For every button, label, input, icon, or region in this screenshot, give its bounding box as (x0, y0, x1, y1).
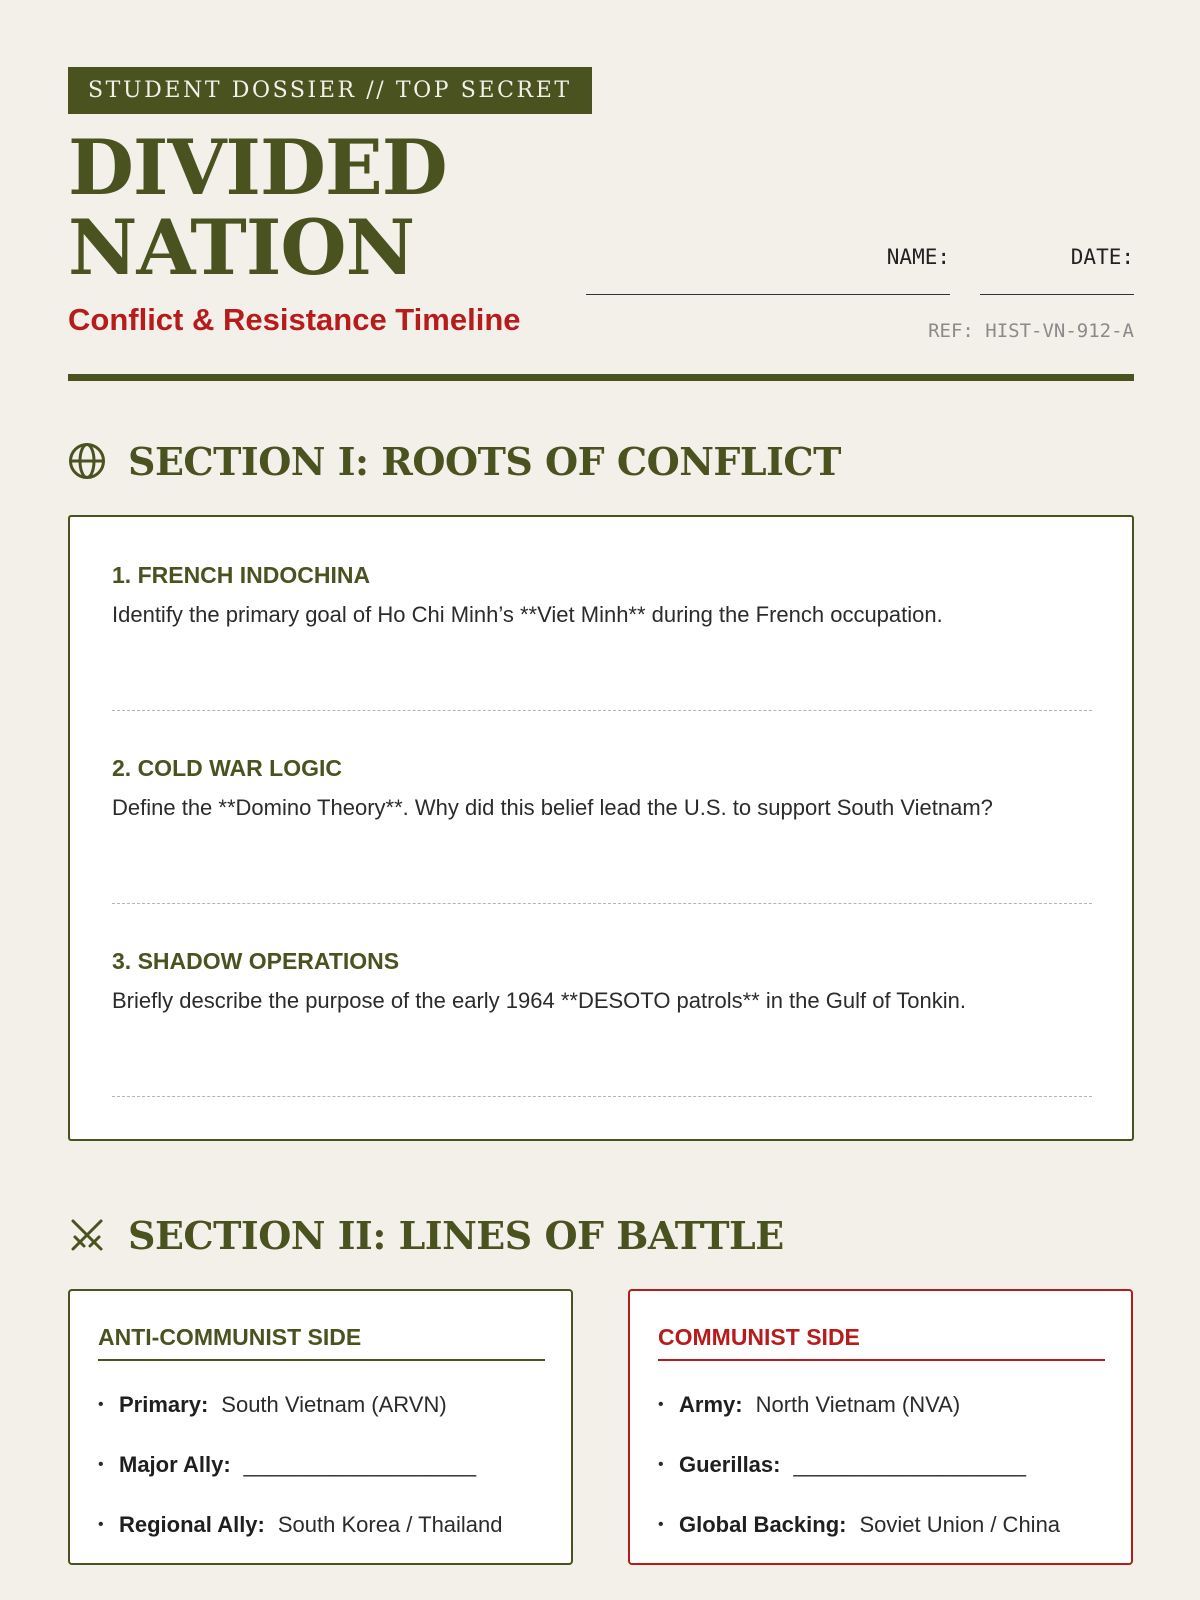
list-item (98, 1387, 503, 1447)
worksheet-page (68, 0, 1134, 1600)
list-item (658, 1447, 1060, 1507)
bullet-icon: • (98, 1456, 104, 1473)
title-line-2: NATION (68, 203, 415, 292)
name-field[interactable] (586, 244, 950, 295)
section-1-header (68, 437, 841, 485)
list-item (658, 1507, 1060, 1567)
date-line[interactable] (980, 294, 1134, 295)
question-1 (112, 561, 1092, 629)
crossed-swords-icon (68, 1216, 106, 1254)
date-field[interactable] (980, 244, 1134, 295)
list-item (98, 1447, 503, 1507)
section-1-title: SECTION I: ROOTS OF CONFLICT (128, 438, 841, 484)
list-item (658, 1387, 1060, 1447)
reference-code: REF: HIST-VN-912-A (928, 320, 1134, 342)
anti-communist-title: ANTI-COMMUNIST SIDE (98, 1321, 545, 1361)
question-2 (112, 754, 1092, 822)
item-label: Primary: (119, 1392, 209, 1417)
list-item (98, 1507, 503, 1567)
item-label: Army: (679, 1392, 743, 1417)
item-value: South Vietnam (ARVN) (221, 1392, 447, 1417)
questions-box (68, 515, 1134, 1141)
bullet-icon: • (658, 1456, 664, 1473)
item-label: Major Ally: (119, 1452, 231, 1477)
name-label: NAME: (886, 245, 950, 269)
anti-communist-list (98, 1387, 503, 1567)
item-value: South Korea / Thailand (277, 1512, 503, 1537)
question-3-text: Briefly describe the purpose of the early 1964 **DESOTO patrols** in the Gulf of Tonkin. (112, 988, 966, 1013)
question-3 (112, 947, 1092, 1015)
name-line[interactable] (586, 294, 950, 295)
page-title (68, 123, 447, 292)
date-label: DATE: (1070, 245, 1134, 269)
question-3-heading: 3. SHADOW OPERATIONS (112, 948, 400, 974)
globe-icon (68, 442, 106, 480)
communist-card (628, 1289, 1133, 1565)
bullet-icon: • (98, 1516, 104, 1533)
page-subtitle: Conflict & Resistance Timeline (68, 302, 521, 337)
dossier-tag: STUDENT DOSSIER // TOP SECRET (68, 67, 592, 114)
item-value: Soviet Union / China (859, 1512, 1061, 1537)
item-label: Global Backing: (679, 1512, 847, 1537)
header-divider (68, 374, 1134, 381)
communist-title: COMMUNIST SIDE (658, 1321, 1105, 1361)
question-1-text: Identify the primary goal of Ho Chi Minh’s **Viet Minh** during the French occupation. (112, 602, 943, 627)
question-2-text: Define the **Domino Theory**. Why did this belief lead the U.S. to support South Vietnam? (112, 795, 993, 820)
item-label: Guerillas: (679, 1452, 781, 1477)
item-label: Regional Ally: (119, 1512, 265, 1537)
bullet-icon: • (658, 1396, 664, 1413)
answer-line-2[interactable] (112, 903, 1092, 904)
bullet-icon: • (98, 1396, 104, 1413)
guerillas-blank[interactable]: ___________________ (793, 1452, 1026, 1477)
bullet-icon: • (658, 1516, 664, 1533)
question-2-heading: 2. COLD WAR LOGIC (112, 755, 342, 781)
communist-list (658, 1387, 1060, 1567)
question-1-heading: 1. FRENCH INDOCHINA (112, 562, 371, 588)
item-value: North Vietnam (NVA) (755, 1392, 961, 1417)
section-2-header (68, 1211, 784, 1259)
answer-line-1[interactable] (112, 710, 1092, 711)
answer-line-3[interactable] (112, 1096, 1092, 1097)
title-line-1: DIVIDED (68, 123, 447, 212)
major-ally-blank[interactable]: ___________________ (243, 1452, 477, 1477)
section-2-title: SECTION II: LINES OF BATTLE (128, 1212, 784, 1258)
anti-communist-card (68, 1289, 573, 1565)
